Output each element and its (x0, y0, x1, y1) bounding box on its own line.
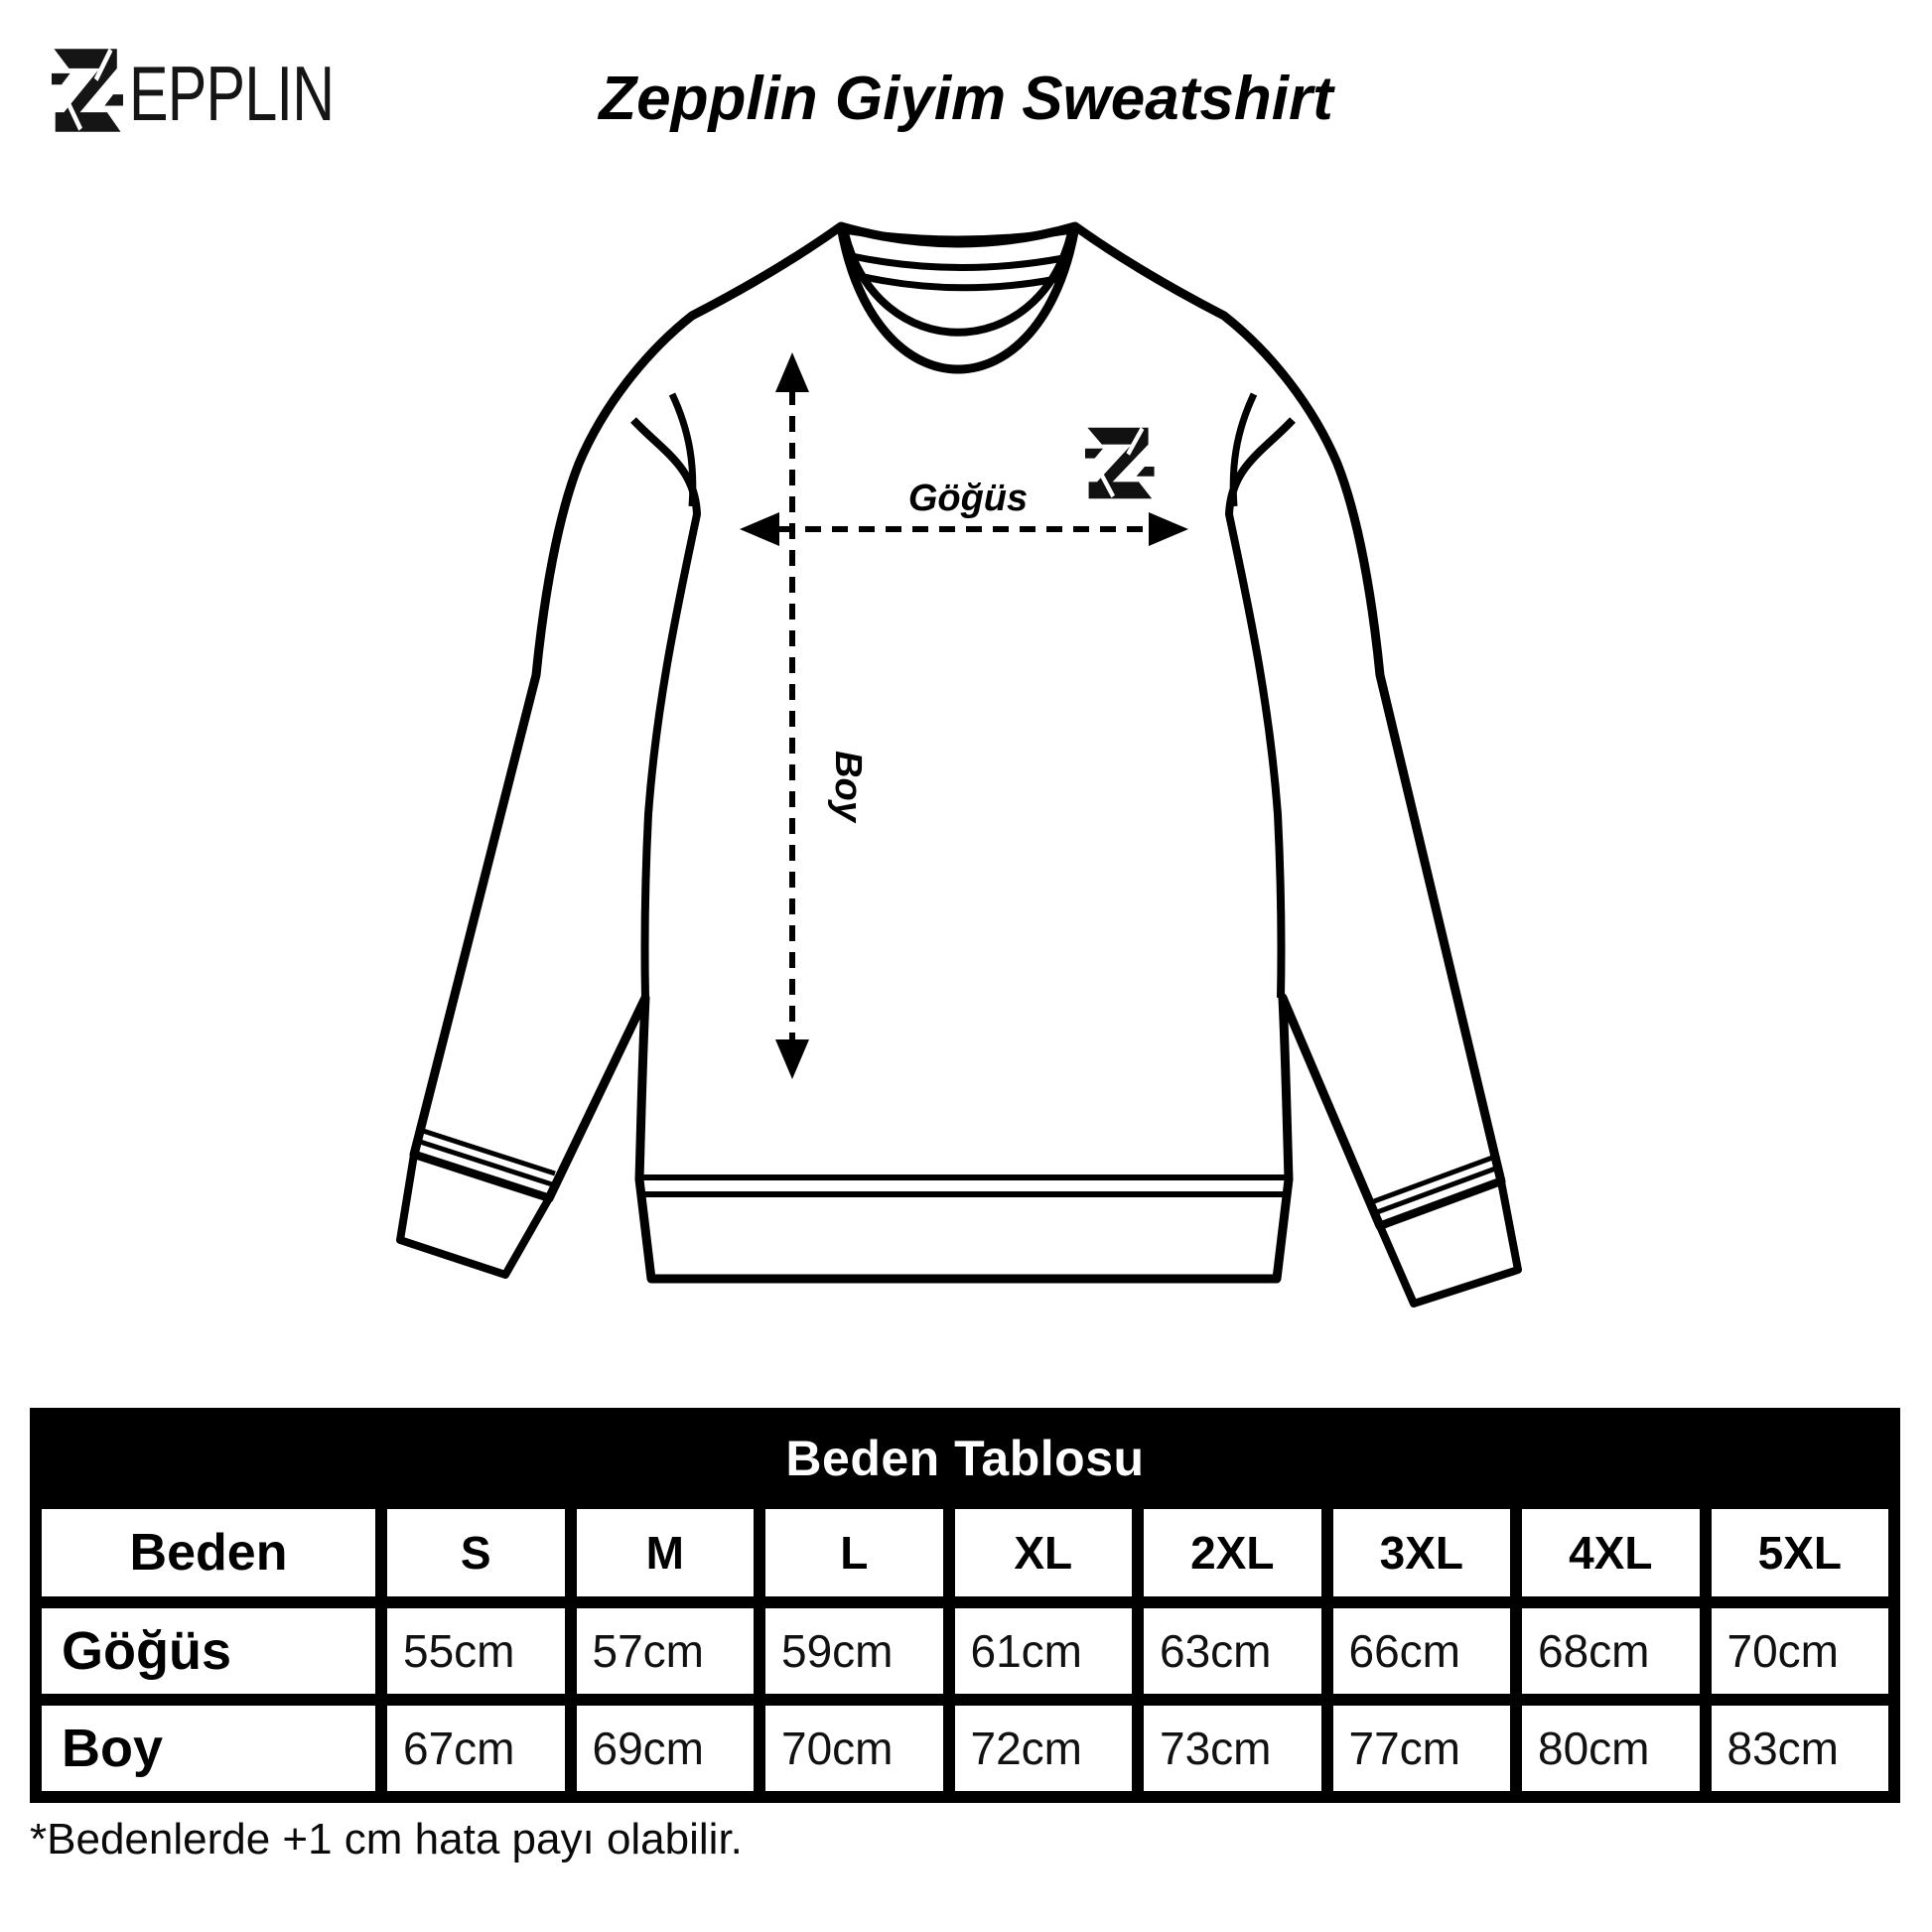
length-value-s: 67cm (387, 1706, 565, 1791)
size-table (30, 1408, 1900, 1803)
length-value-m: 69cm (577, 1706, 755, 1791)
length-value-xl: 72cm (955, 1706, 1133, 1791)
col-header-l: L (765, 1509, 943, 1596)
brand-logo-text: EPPLIN (129, 50, 335, 137)
size-table-title: Beden Tablosu (785, 1431, 1145, 1486)
chest-value-3xl: 66cm (1333, 1608, 1511, 1694)
chest-value-2xl: 63cm (1144, 1608, 1321, 1694)
length-value-5xl: 83cm (1712, 1706, 1889, 1791)
length-value-3xl: 77cm (1333, 1706, 1511, 1791)
col-header-3xl: 3XL (1333, 1509, 1511, 1596)
sweatshirt-outline (414, 226, 1501, 1279)
col-header-2xl: 2XL (1144, 1509, 1321, 1596)
length-value-4xl: 80cm (1522, 1706, 1700, 1791)
col-header-m: M (577, 1509, 755, 1596)
size-table-grid (42, 1509, 1888, 1791)
row-label-length: Boy (42, 1706, 375, 1791)
page-title (0, 66, 1932, 133)
col-header-4xl: 4XL (1522, 1509, 1700, 1596)
chest-arrow-label: Göğüs (907, 478, 1029, 519)
page-title-product: Sweatshirt (1022, 65, 1333, 133)
chest-value-m: 57cm (577, 1608, 755, 1694)
col-header-5xl: 5XL (1712, 1509, 1889, 1596)
chest-value-5xl: 70cm (1712, 1608, 1889, 1694)
length-value-2xl: 73cm (1144, 1706, 1321, 1791)
size-disclaimer: *Bedenlerde +1 cm hata payı olabilir. (30, 1815, 743, 1863)
col-header-s: S (387, 1509, 565, 1596)
row-label-chest: Göğüs (42, 1608, 375, 1694)
length-arrow-label: Boy (827, 751, 869, 822)
chest-value-xl: 61cm (955, 1608, 1133, 1694)
chest-value-4xl: 68cm (1522, 1608, 1700, 1694)
col-header-beden: Beden (42, 1509, 375, 1596)
chest-value-l: 59cm (765, 1608, 943, 1694)
page-title-brand: Zepplin Giyim (599, 65, 1007, 133)
sweatshirt-diagram (288, 149, 1648, 1390)
chest-value-s: 55cm (387, 1608, 565, 1694)
col-header-xl: XL (955, 1509, 1133, 1596)
length-value-l: 70cm (765, 1706, 943, 1791)
